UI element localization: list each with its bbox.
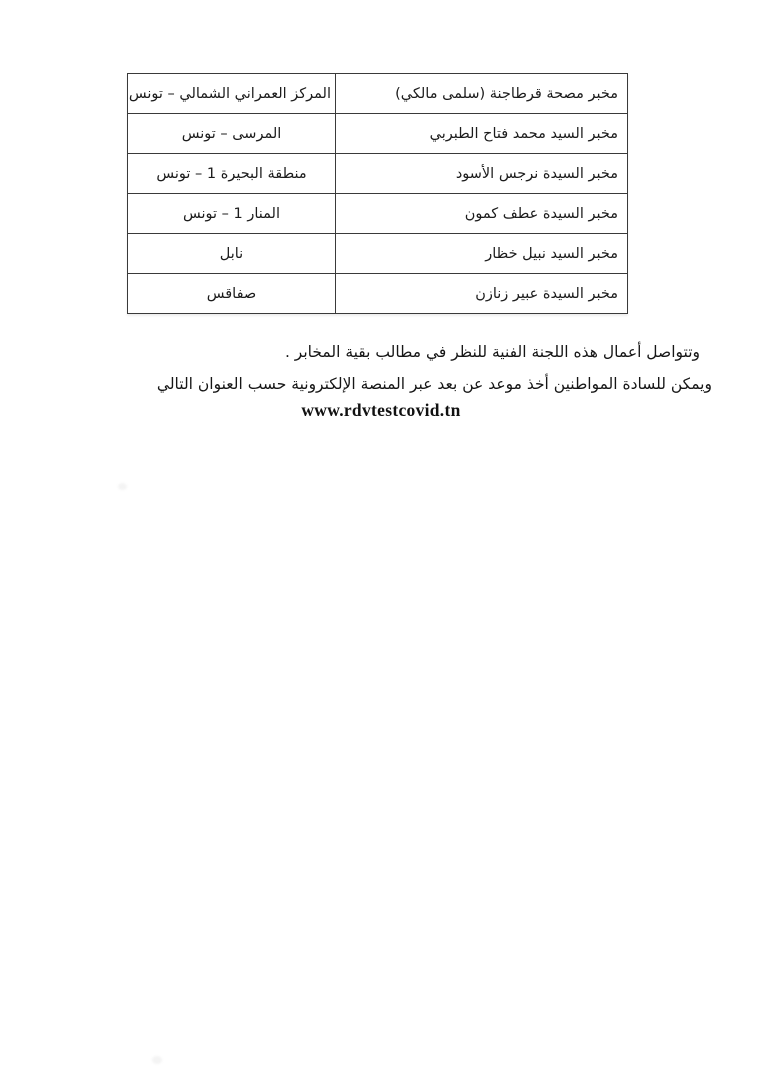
location-cell: المنار 1 – تونس: [128, 194, 336, 234]
location-cell: منطقة البحيرة 1 – تونس: [128, 154, 336, 194]
location-cell: المركز العمراني الشمالي – تونس: [128, 74, 336, 114]
lab-name-cell: مخبر السيد نبيل خظار: [336, 234, 628, 274]
table-row: [128, 234, 628, 274]
lab-name-cell: مخبر السيدة نرجس الأسود: [336, 154, 628, 194]
table-row: [128, 74, 628, 114]
location-cell: صفاقس: [128, 274, 336, 314]
lab-name-cell: مخبر السيد محمد فتاح الطبربي: [336, 114, 628, 154]
lab-name-cell: مخبر السيدة عطف كمون: [336, 194, 628, 234]
table-row: [128, 274, 628, 314]
labs-table: [127, 73, 628, 314]
scan-speck: [118, 483, 127, 490]
lab-name-cell: مخبر السيدة عبير زنازن: [336, 274, 628, 314]
footer-note-booking: ويمكن للسادة المواطنين أخذ موعد عن بعد عبر المنصة الإلكترونية حسب العنوان التالي: [156, 375, 712, 393]
table-row: [128, 154, 628, 194]
footer-note-continuation: وتتواصل أعمال هذه اللجنة الفنية للنظر في مطالب بقية المخابر .: [284, 343, 700, 361]
scan-speck: [152, 1056, 162, 1064]
location-cell: نابل: [128, 234, 336, 274]
location-cell: المرسى – تونس: [128, 114, 336, 154]
booking-url: www.rdvtestcovid.tn: [301, 400, 461, 420]
table-row: [128, 114, 628, 154]
lab-name-cell: مخبر مصحة قرطاجنة (سلمى مالكي): [336, 74, 628, 114]
table-row: [128, 194, 628, 234]
